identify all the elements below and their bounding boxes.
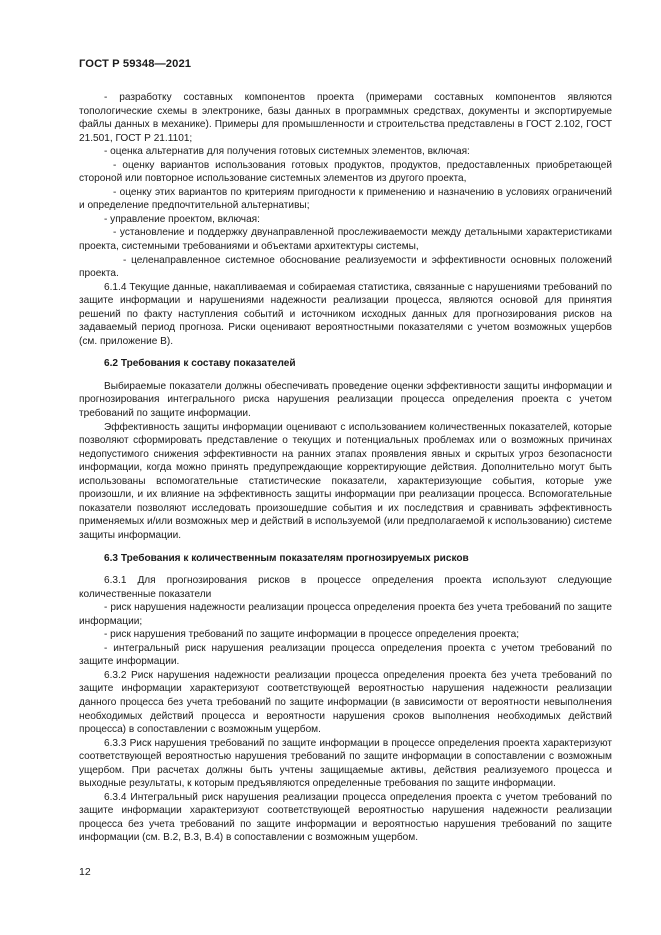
standard-header: ГОСТ Р 59348—2021	[79, 58, 192, 70]
paragraph: Выбираемые показатели должны обеспечивать проведение оценки эффективности защиты информации и прогнозирования интегрального риска нарушения реализации процесса определения проекта с учетом требований по защите информации.	[79, 380, 612, 420]
paragraph: 6.1.4 Текущие данные, накапливаемая и собираемая статистика, связанные с нарушениями требований по защите информации и нарушениями надежности реализации процесса, являются основой для принятия решений по факту наступления событий и источником исходных данных для прогнозирования рисков на задаваемый период прогноза. Риски оценивают вероятностными показателями с учетом возможных ущербов (см. приложение В).	[79, 281, 612, 347]
paragraph: - управление проектом, включая:	[104, 213, 260, 225]
paragraph: - оценку этих вариантов по критериям пригодности к применению и назначению в условиях ограничений и определение предпочтительной альтернативы;	[79, 186, 612, 212]
paragraph: Эффективность защиты информации оценивают с использованием количественных показателей, которые позволяют сформировать представление о текущих и потенциальных проблемах или о возможных причинах недопустимого снижения эффективности на ранних этапах проявления явных и скрытых угроз безопасности информации, когда можно принять предупреждающие корректирующие действия. Дополнительно могут быть использованы вспомогательные статистические показатели, характеризующие события, которые уже произошли, и их влияние на эффективность защиты информации при реализации процесса. Вспомогательные показатели позволяют исследовать произошедшие события и их последствия и сравнивать эффективность применяемых и/или возможных мер и действий в используемой (или предполагаемой к использованию) системе защиты информации.	[79, 421, 612, 541]
paragraph: 6.3.4 Интегральный риск нарушения реализации процесса определения проекта с учетом требований по защите информации характеризуют соответствующей вероятностью нарушения надежности реализации процесса без учета требований по защите информации и вероятностью нарушения требований по защите информации (см. В.2, В.3, В.4) в сопоставлении с возможным ущербом.	[79, 791, 612, 844]
document-body	[79, 91, 612, 845]
paragraph: 6.3.1 Для прогнозирования рисков в процессе определения проекта используют следующие количественные показатели	[79, 575, 612, 600]
paragraph: - риск нарушения требований по защите информации в процессе определения проекта;	[104, 629, 520, 641]
paragraph: - разработку составных компонентов проекта (примерами составных компонентов являются топологические схемы в электронике, базы данных в программных средствах, документы и экспортируемые файлы данных в механике). Примеры для промышленности и строительства представлены в ГОСТ 2.102, ГОСТ 21.501, ГОСТ Р 21.1101;	[79, 92, 612, 144]
paragraph: 6.3.2 Риск нарушения надежности реализации процесса определения проекта без учета требований по защите информации характеризуют соответствующей вероятностью нарушения надежности реализации данного процесса без учета требований по защите информации (в зависимости от вероятности невыполнения необходимых действий процесса и вероятности нарушения сроков выполнения необходимых действий процесса) в сопоставлении с возможным ущербом.	[79, 669, 612, 736]
page-number: 12	[79, 866, 91, 878]
paragraph: - риск нарушения надежности реализации процесса определения проекта без учета требований по защите информации;	[79, 602, 612, 627]
paragraph: - установление и поддержку двунаправленной прослеживаемости между детальными характеристиками проекта, системными требованиями и объектами архитектуры системы,	[79, 227, 612, 253]
paragraph: 6.3.3 Риск нарушения требований по защите информации в процессе определения проекта характеризуют соответствующей вероятностью нарушения требований по защите информации в сопоставлении с возможным ущербом. При расчетах должны быть учтены защищаемые активы, действия реализуемого процесса и выходные результаты, к которым предъявляются определенные требования по защите информации.	[79, 737, 612, 790]
paragraph: - оценку вариантов использования готовых продуктов, продуктов, предоставленных приобретающей стороной или повторное использование системных элементов из другого проекта,	[79, 159, 612, 185]
section-heading-6-3: 6.3 Требования к количественным показателям прогнозируемых рисков	[104, 552, 469, 564]
paragraph: - оценка альтернатив для получения готовых системных элементов, включая:	[104, 146, 470, 158]
paragraph: - целенаправленное системное обоснование реализуемости и эффективности основных положений проекта.	[79, 254, 612, 280]
paragraph: - интегральный риск нарушения реализации процесса определения проекта с учетом требований по защите информации.	[79, 642, 612, 668]
section-heading-6-2: 6.2 Требования к составу показателей	[104, 358, 296, 370]
